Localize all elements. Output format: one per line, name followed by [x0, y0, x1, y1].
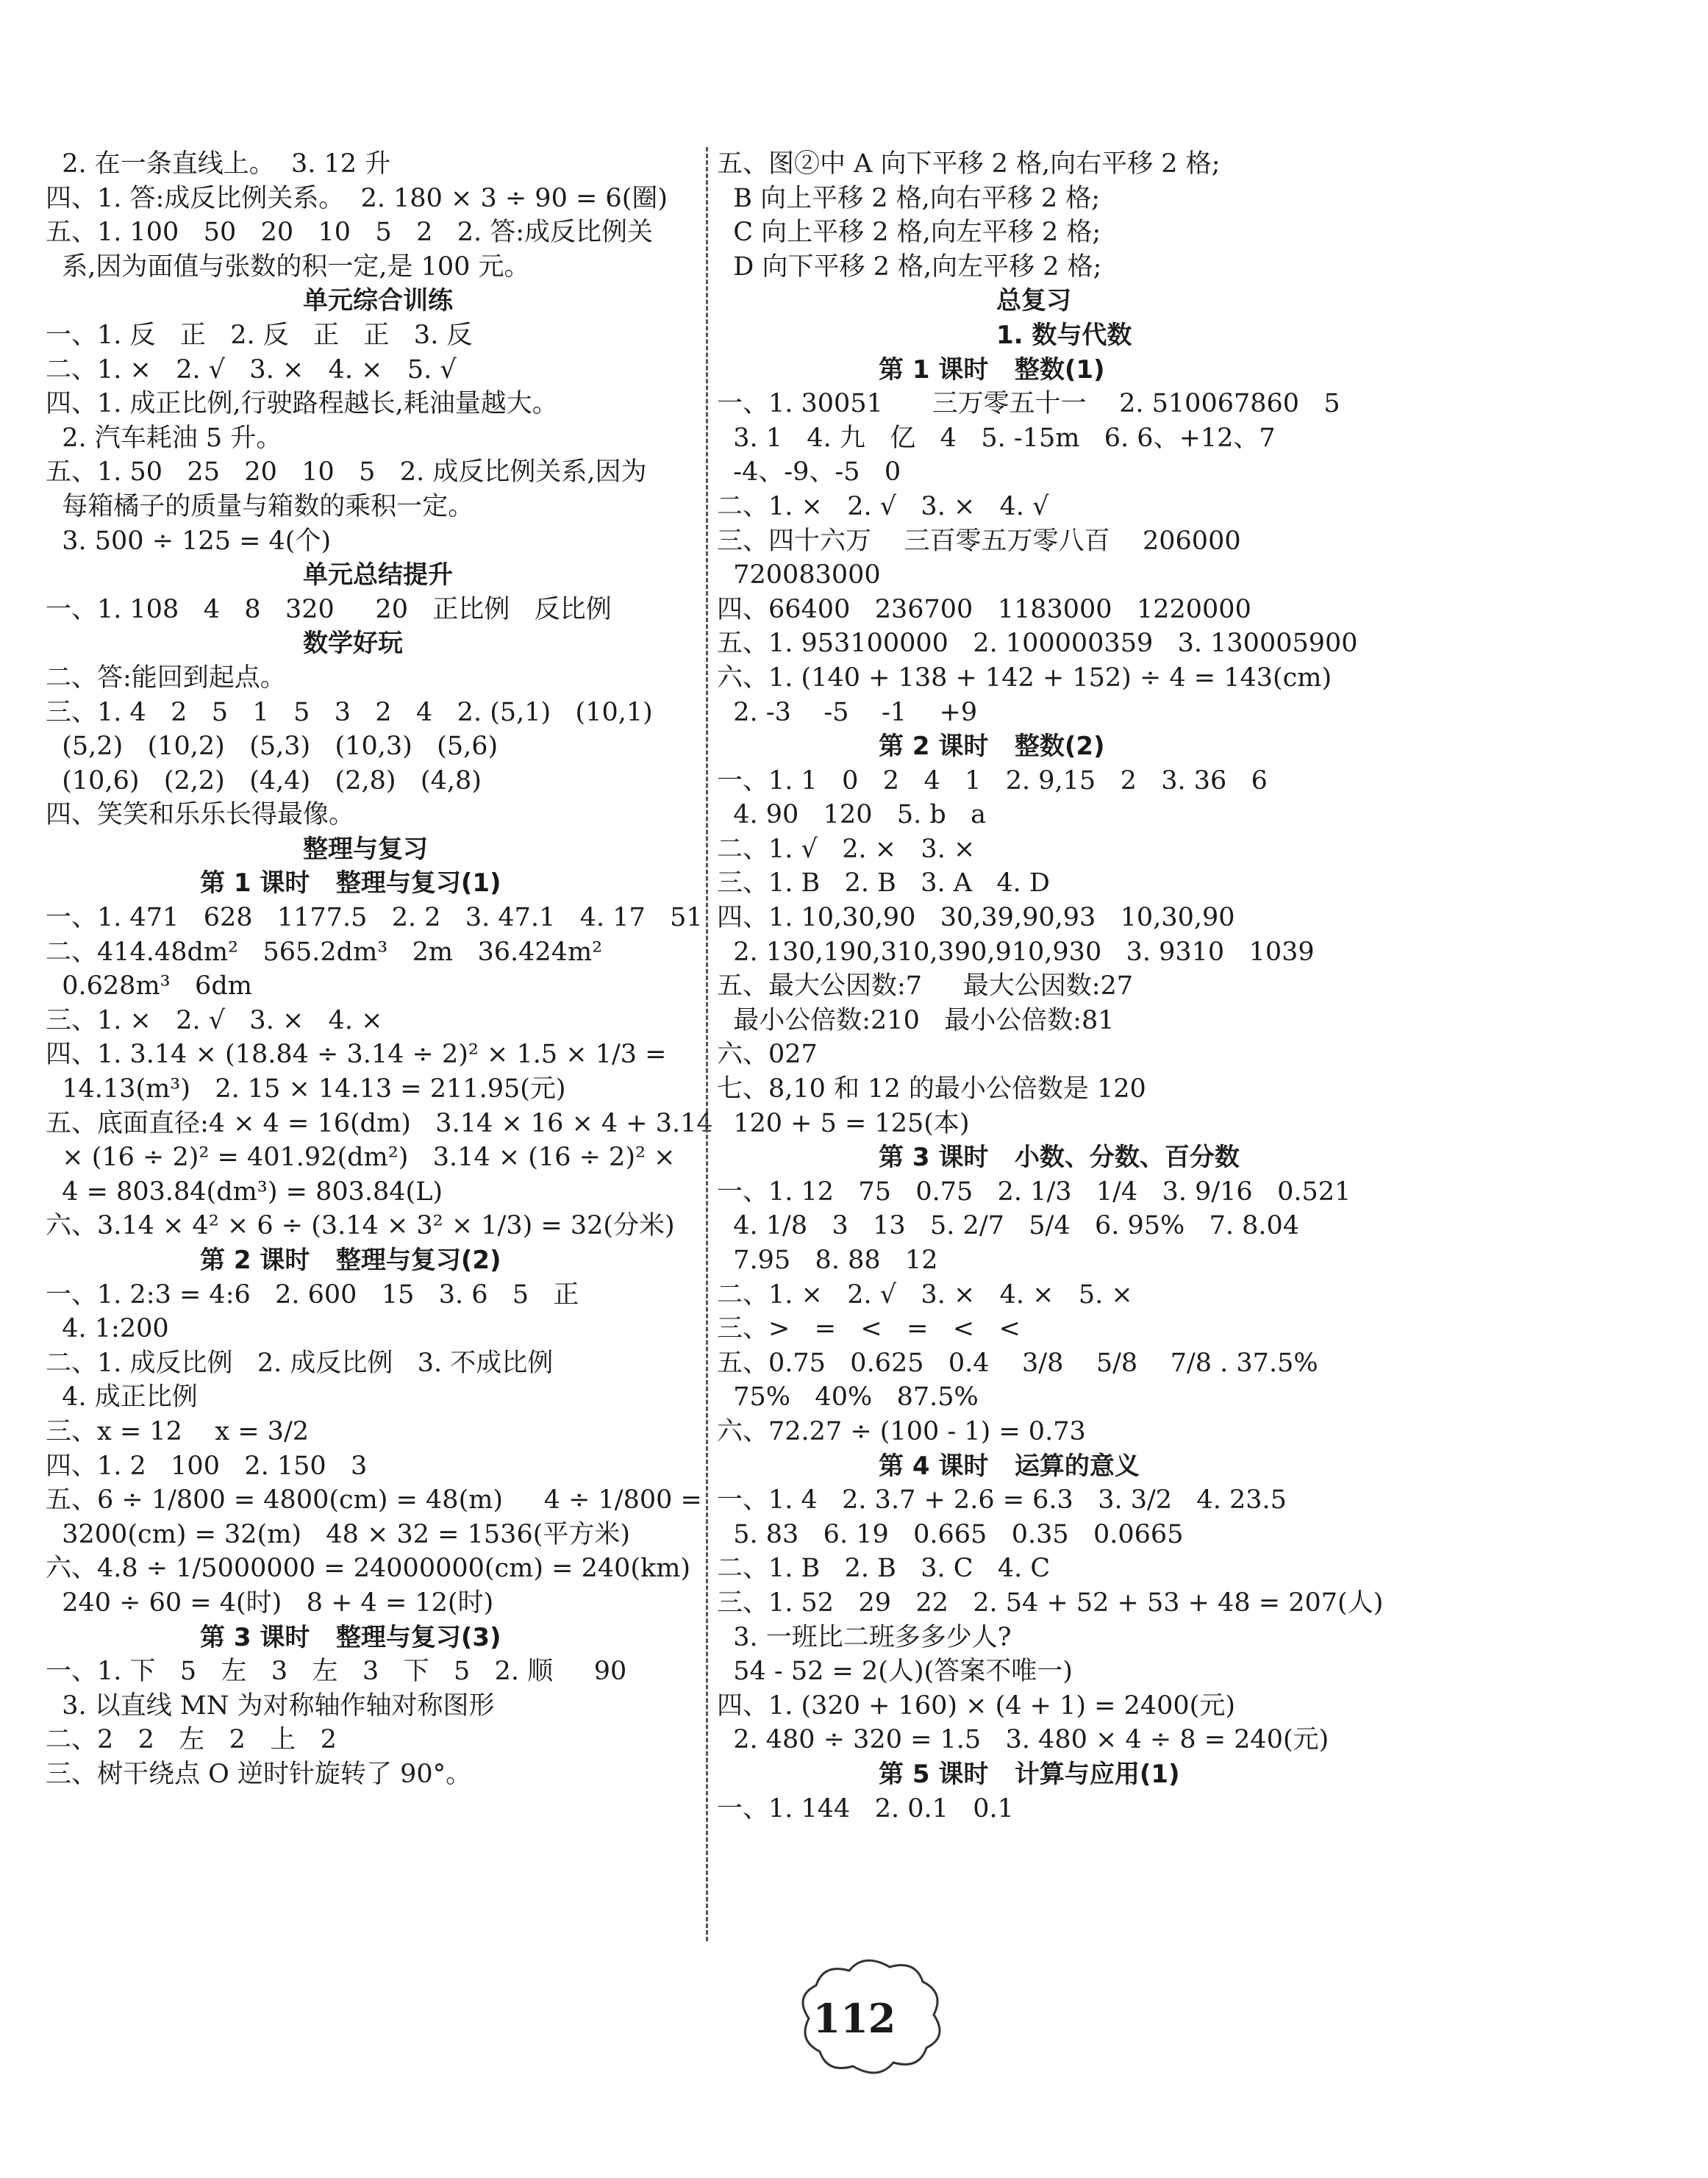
- answer-line: 3. 以直线 MN 为对称轴作轴对称图形: [46, 1690, 495, 1721]
- answer-line: 0.628m³ 6dm: [46, 971, 252, 1001]
- answer-line: × (16 ÷ 2)² = 401.92(dm²) 3.14 × (16 ÷ 2)² ×: [46, 1143, 676, 1173]
- answer-line: 六、3.14 × 4² × 6 ÷ (3.14 × 3² × 1/3) = 32(分米): [46, 1211, 675, 1241]
- answer-line: 一、1. 108 4 8 320 20 正比例 反比例: [46, 594, 612, 624]
- answer-line: 75% 40% 87.5%: [717, 1382, 979, 1413]
- answer-line: 一、1. 12 75 0.75 2. 1/3 1/4 3. 9/16 0.521: [717, 1177, 1351, 1207]
- answer-line: 4 = 803.84(dm³) = 803.84(L): [46, 1177, 443, 1207]
- page-number: 112: [812, 1995, 896, 2042]
- section-heading: 整理与复习: [303, 834, 428, 864]
- answer-line: 5. 83 6. 19 0.665 0.35 0.0665: [717, 1519, 1184, 1549]
- answer-line: 120 + 5 = 125(本): [717, 1108, 970, 1138]
- answer-line: 三、四十六万 三百零五万零八百 206000: [717, 526, 1241, 556]
- answer-line: 一、1. 下 5 左 3 左 3 下 5 2. 顺 90: [46, 1657, 627, 1687]
- answer-line: 三、1. 4 2 5 1 5 3 2 4 2. (5,1) (10,1): [46, 697, 653, 727]
- answer-line: 七、8,10 和 12 的最小公倍数是 120: [717, 1074, 1146, 1104]
- answer-line: 四、1. (320 + 160) × (4 + 1) = 2400(元): [717, 1690, 1235, 1721]
- answer-line: 三、x = 12 x = 3/2: [46, 1416, 309, 1446]
- answer-line: 3. 500 ÷ 125 = 4(个): [46, 526, 332, 556]
- answer-line: 2. 汽车耗油 5 升。: [46, 423, 282, 453]
- answer-line: 二、1. B 2. B 3. C 4. C: [717, 1554, 1051, 1584]
- answer-line: 3200(cm) = 32(m) 48 × 32 = 1536(平方米): [46, 1519, 631, 1549]
- answer-line: 4. 成正比例: [46, 1382, 198, 1413]
- section-heading: 1. 数与代数: [996, 320, 1132, 350]
- answer-line: 六、027: [717, 1040, 818, 1070]
- answer-line: 五、6 ÷ 1/800 = 4800(cm) = 48(m) 4 ÷ 1/800 =: [46, 1485, 702, 1515]
- answer-line: D 向下平移 2 格,向左平移 2 格;: [717, 251, 1102, 282]
- answer-line: 四、1. 成正比例,行驶路程越长,耗油量越大。: [46, 389, 558, 419]
- answer-line: 720083000: [717, 560, 881, 590]
- answer-line: 四、1. 答:成反比例关系。 2. 180 × 3 ÷ 90 = 6(圈): [46, 183, 668, 213]
- answer-line: 二、414.48dm² 565.2dm³ 2m 36.424m²: [46, 937, 603, 967]
- answer-line: 一、1. 2:3 = 4:6 2. 600 15 3. 6 5 正: [46, 1279, 579, 1310]
- answer-line: 二、1. 成反比例 2. 成反比例 3. 不成比例: [46, 1348, 554, 1378]
- answer-line: 五、图②中 A 向下平移 2 格,向右平移 2 格;: [717, 149, 1221, 179]
- answer-line: 二、1. × 2. √ 3. × 4. × 5. √: [46, 354, 457, 385]
- answer-line: 2. 在一条直线上。 3. 12 升: [46, 149, 391, 179]
- answer-line: 五、底面直径:4 × 4 = 16(dm) 3.14 × 16 × 4 + 3.14: [46, 1108, 713, 1138]
- answer-line: 2. 130,190,310,390,910,930 3. 9310 1039: [717, 937, 1315, 967]
- answer-line: 3. 1 4. 九 亿 4 5. -15m 6. 6、+12、7: [717, 423, 1276, 453]
- answer-line: 一、1. 4 2. 3.7 + 2.6 = 6.3 3. 3/2 4. 23.5: [717, 1485, 1287, 1515]
- section-heading: 第 1 课时 整理与复习(1): [200, 868, 501, 899]
- answer-line: 四、66400 236700 1183000 1220000: [717, 594, 1251, 624]
- answer-line: 六、72.27 ÷ (100 - 1) = 0.73: [717, 1416, 1086, 1446]
- answer-line: 六、1. (140 + 138 + 142 + 152) ÷ 4 = 143(cm): [717, 663, 1332, 693]
- answer-line: 54 - 52 = 2(人)(答案不唯一): [717, 1657, 1073, 1687]
- answer-line: 3. 一班比二班多多少人?: [717, 1622, 1012, 1652]
- answer-line: (5,2) (10,2) (5,3) (10,3) (5,6): [46, 732, 499, 762]
- answer-line: 四、笑笑和乐乐长得最像。: [46, 800, 355, 830]
- answer-line: 三、> = < = < <: [717, 1314, 1021, 1344]
- answer-line: 三、1. 52 29 22 2. 54 + 52 + 53 + 48 = 207(人): [717, 1588, 1384, 1618]
- answer-line: 五、1. 50 25 20 10 5 2. 成反比例关系,因为: [46, 457, 647, 488]
- answer-line: 六、4.8 ÷ 1/5000000 = 24000000(cm) = 240(km): [46, 1554, 691, 1584]
- answer-line: 每箱橘子的质量与箱数的乘积一定。: [46, 491, 474, 521]
- section-heading: 第 2 课时 整理与复习(2): [200, 1246, 501, 1275]
- answer-line: 一、1. 144 2. 0.1 0.1: [717, 1793, 1014, 1824]
- answer-line: 五、最大公因数:7 最大公因数:27: [717, 971, 1134, 1001]
- section-heading: 数学好玩: [303, 629, 403, 659]
- section-heading: 第 5 课时 计算与应用(1): [879, 1759, 1180, 1789]
- section-heading: 第 3 课时 整理与复习(3): [200, 1622, 501, 1652]
- answer-line: 最小公倍数:210 最小公倍数:81: [717, 1005, 1115, 1035]
- answer-line: 一、1. 30051 三万零五十一 2. 510067860 5: [717, 389, 1340, 419]
- answer-line: 二、1. √ 2. × 3. ×: [717, 834, 976, 864]
- section-heading: 第 2 课时 整数(2): [879, 732, 1105, 762]
- answer-line: 四、1. 10,30,90 30,39,90,93 10,30,90: [717, 903, 1235, 933]
- answer-line: 三、1. × 2. √ 3. × 4. ×: [46, 1005, 383, 1035]
- answer-line: 五、1. 953100000 2. 100000359 3. 130005900: [717, 629, 1358, 659]
- answer-line: -4、-9、-5 0: [717, 457, 901, 488]
- answer-line: 五、0.75 0.625 0.4 3/8 5/8 7/8 . 37.5%: [717, 1348, 1318, 1378]
- section-heading: 第 3 课时 小数、分数、百分数: [879, 1143, 1240, 1173]
- answer-line: 二、1. × 2. √ 3. × 4. × 5. ×: [717, 1279, 1133, 1310]
- section-heading: 总复习: [996, 286, 1071, 316]
- answer-line: 二、2 2 左 2 上 2: [46, 1725, 337, 1755]
- answer-line: (10,6) (2,2) (4,4) (2,8) (4,8): [46, 765, 482, 796]
- answer-line: 四、1. 2 100 2. 150 3: [46, 1451, 368, 1481]
- answer-line: 二、1. × 2. √ 3. × 4. √: [717, 491, 1049, 521]
- answer-line: 一、1. 471 628 1177.5 2. 2 3. 47.1 4. 17 51: [46, 903, 703, 933]
- answer-line: C 向上平移 2 格,向左平移 2 格;: [717, 218, 1101, 248]
- answer-line: 四、1. 3.14 × (18.84 ÷ 3.14 ÷ 2)² × 1.5 × 1/3 =: [46, 1040, 667, 1070]
- answer-line: 2. -3 -5 -1 +9: [717, 697, 978, 727]
- answer-line: 4. 1/8 3 13 5. 2/7 5/4 6. 95% 7. 8.04: [717, 1211, 1300, 1241]
- answer-line: 240 ÷ 60 = 4(时) 8 + 4 = 12(时): [46, 1588, 494, 1618]
- section-heading: 单元综合训练: [303, 286, 453, 316]
- answer-line: 7.95 8. 88 12: [717, 1246, 938, 1275]
- answer-line: 一、1. 1 0 2 4 1 2. 9,15 2 3. 36 6: [717, 765, 1268, 796]
- section-heading: 单元总结提升: [303, 560, 453, 590]
- answer-line: 系,因为面值与张数的积一定,是 100 元。: [46, 251, 530, 282]
- answer-line: 14.13(m³) 2. 15 × 14.13 = 211.95(元): [46, 1074, 566, 1104]
- answer-line: 三、树干绕点 O 逆时针旋转了 90°。: [46, 1759, 472, 1789]
- answer-line: 一、1. 反 正 2. 反 正 正 3. 反: [46, 320, 473, 350]
- answer-line: 二、答:能回到起点。: [46, 663, 286, 693]
- section-heading: 第 1 课时 整数(1): [879, 354, 1105, 385]
- section-heading: 第 4 课时 运算的意义: [879, 1451, 1140, 1481]
- answer-line: 4. 90 120 5. b a: [717, 800, 987, 830]
- answer-line: 三、1. B 2. B 3. A 4. D: [717, 868, 1050, 899]
- answer-line: B 向上平移 2 格,向右平移 2 格;: [717, 183, 1101, 213]
- answer-line: 2. 480 ÷ 320 = 1.5 3. 480 × 4 ÷ 8 = 240(元): [717, 1725, 1329, 1755]
- answer-line: 五、1. 100 50 20 10 5 2 2. 答:成反比例关: [46, 218, 654, 248]
- answer-line: 4. 1:200: [46, 1314, 169, 1344]
